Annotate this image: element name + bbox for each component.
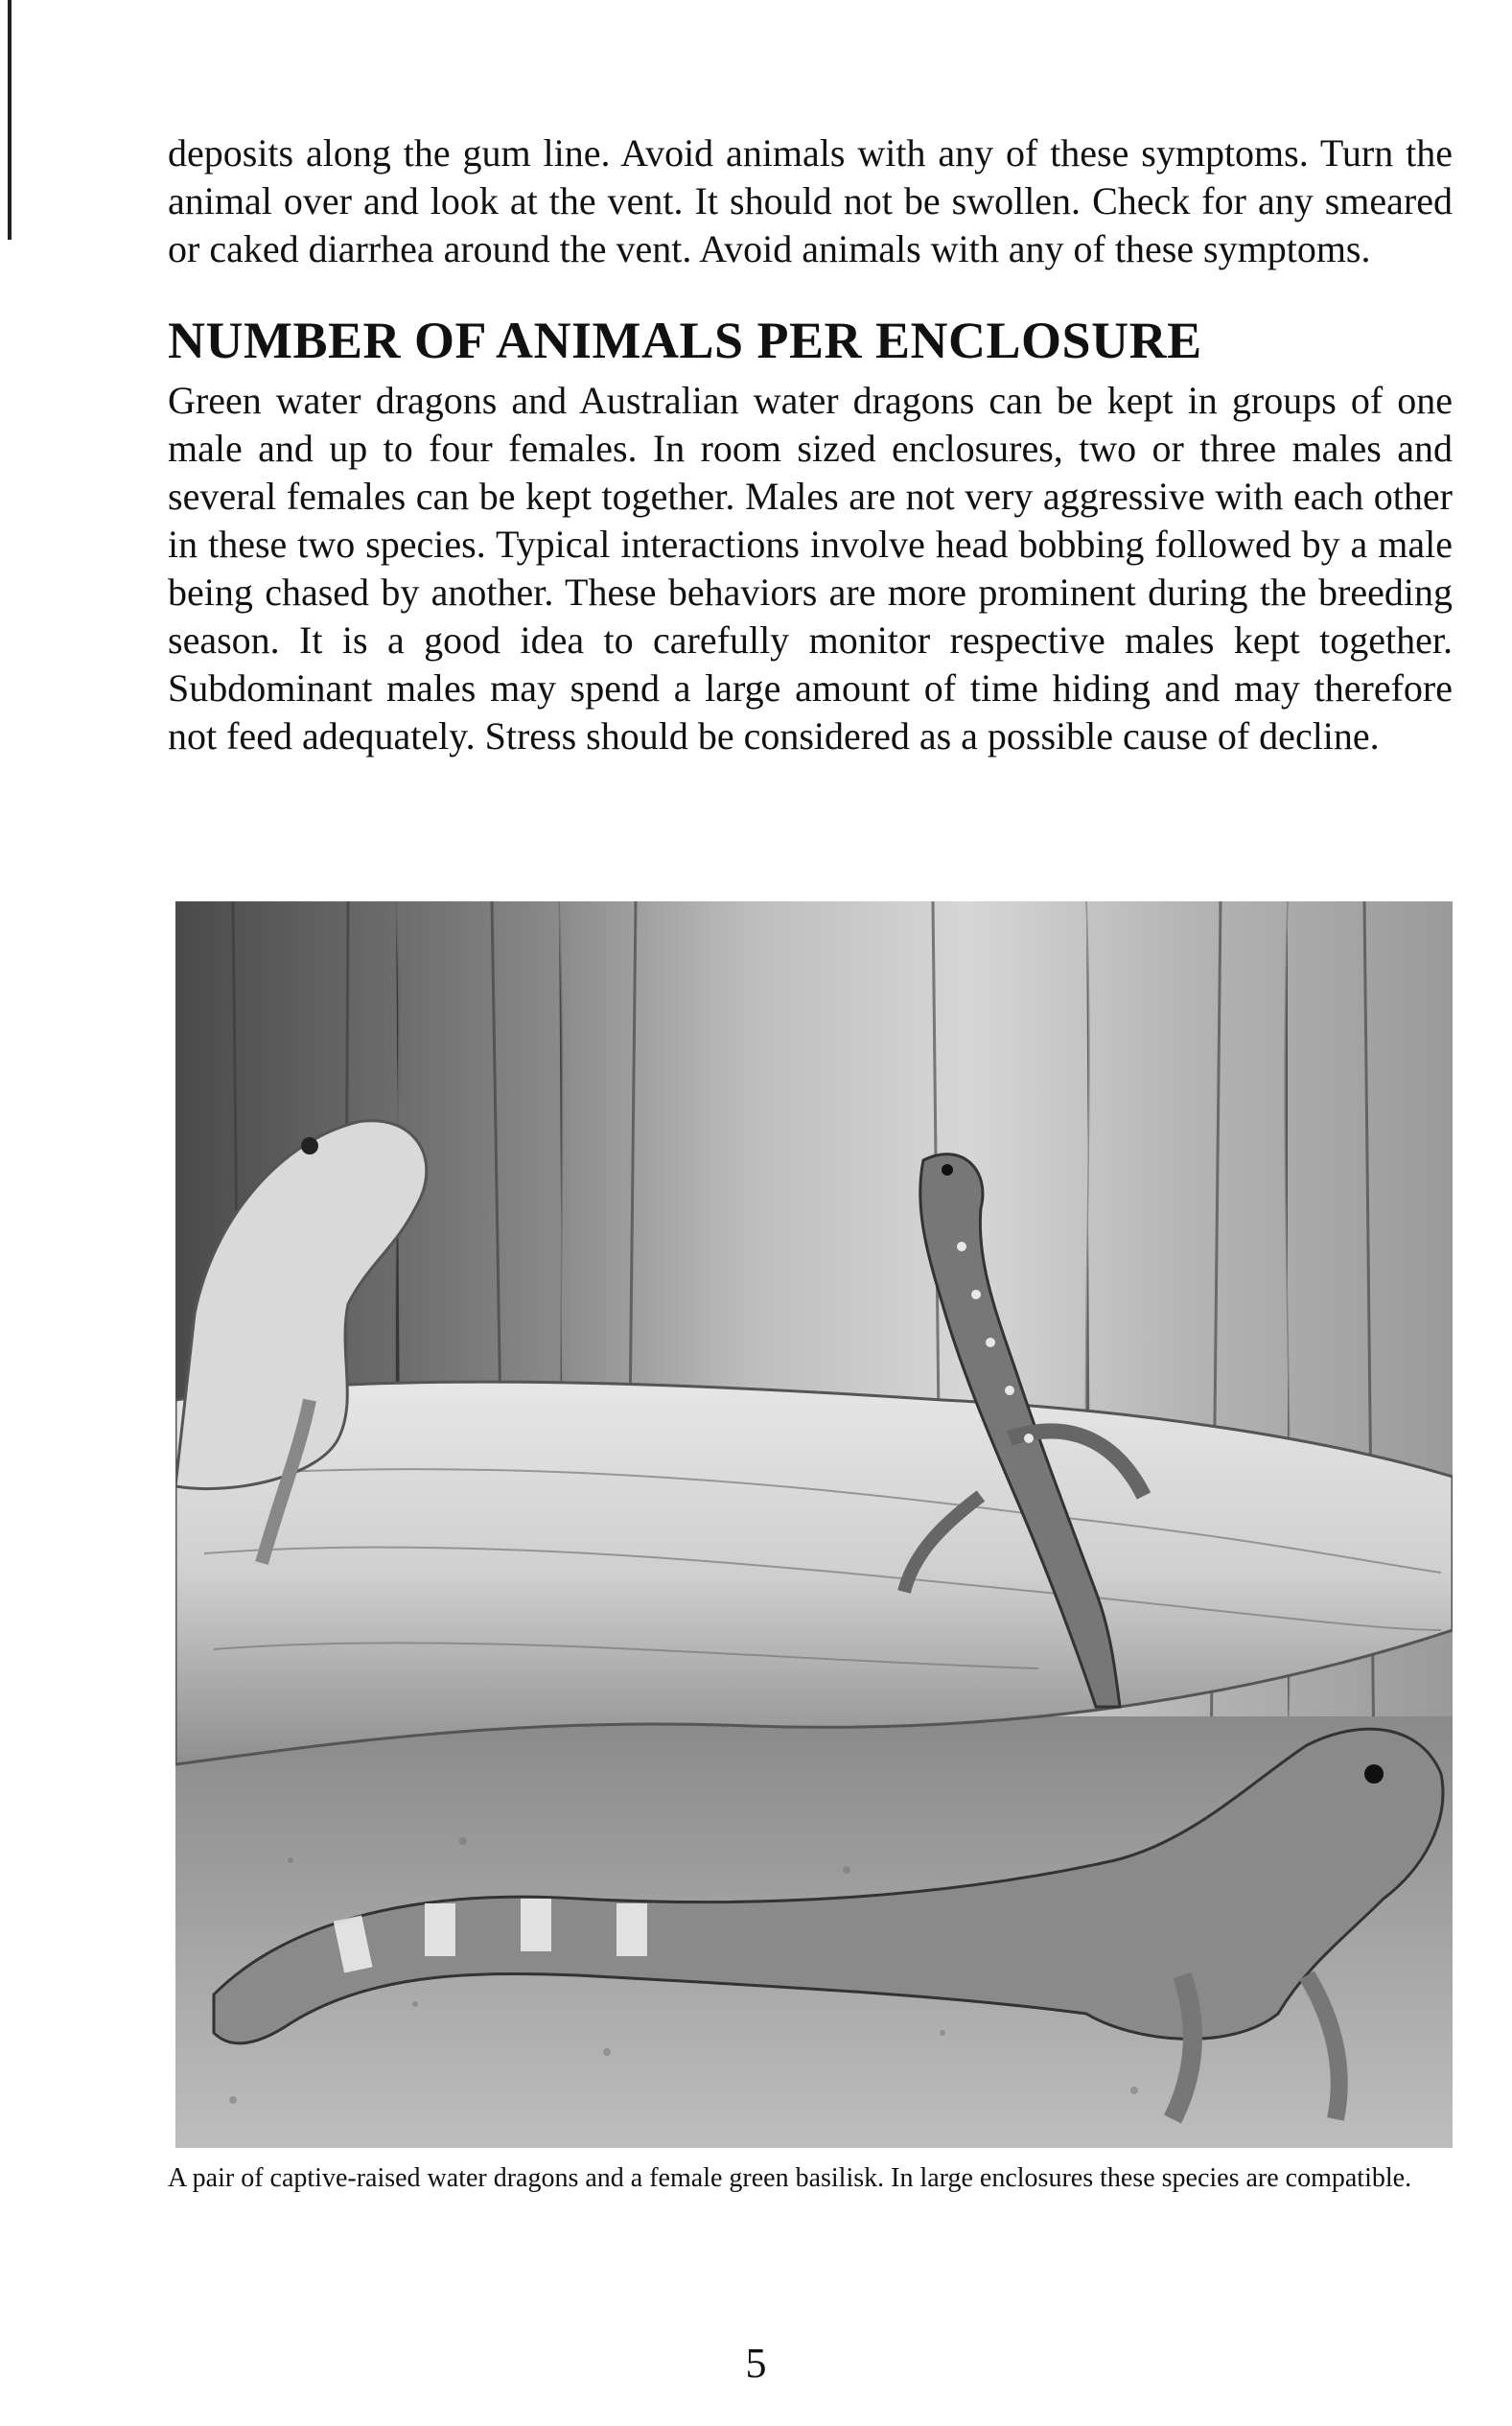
page-binding-edge — [8, 0, 12, 240]
section-paragraph: Green water dragons and Australian water dragons can be kept in groups of one male and up to four females. In room sized enclosures, two or three males and several females can be kept together. Males are not very aggressive with each other in these two species. Typical interactions involve head bobbing followed by a male being chased by another. These behaviors are more prominent during the breeding season. It is a good idea to carefully monitor respective males kept together. Subdominant males may spend a large amount of time hiding and may therefore not feed adequately. Stress should be considered as a possible cause of decline. — [168, 379, 1453, 758]
photo-illustration — [175, 901, 1453, 2148]
intro-paragraph: deposits along the gum line. Avoid animals with any of these symptoms. Turn the animal over and look at the vent. It should not be swollen. Check for any smeared or caked diarrhea around the vent. Avoid animals with any of these symptoms. — [168, 131, 1453, 270]
page-number: 5 — [745, 2340, 767, 2387]
section-heading: NUMBER OF ANIMALS PER ENCLOSURE — [168, 312, 1202, 369]
page-content — [168, 129, 1453, 760]
dragons-photo — [175, 901, 1453, 2148]
figure-caption: A pair of captive-raised water dragons and a female green basilisk. In large enclosures these species are compatible. — [168, 2163, 1412, 2193]
